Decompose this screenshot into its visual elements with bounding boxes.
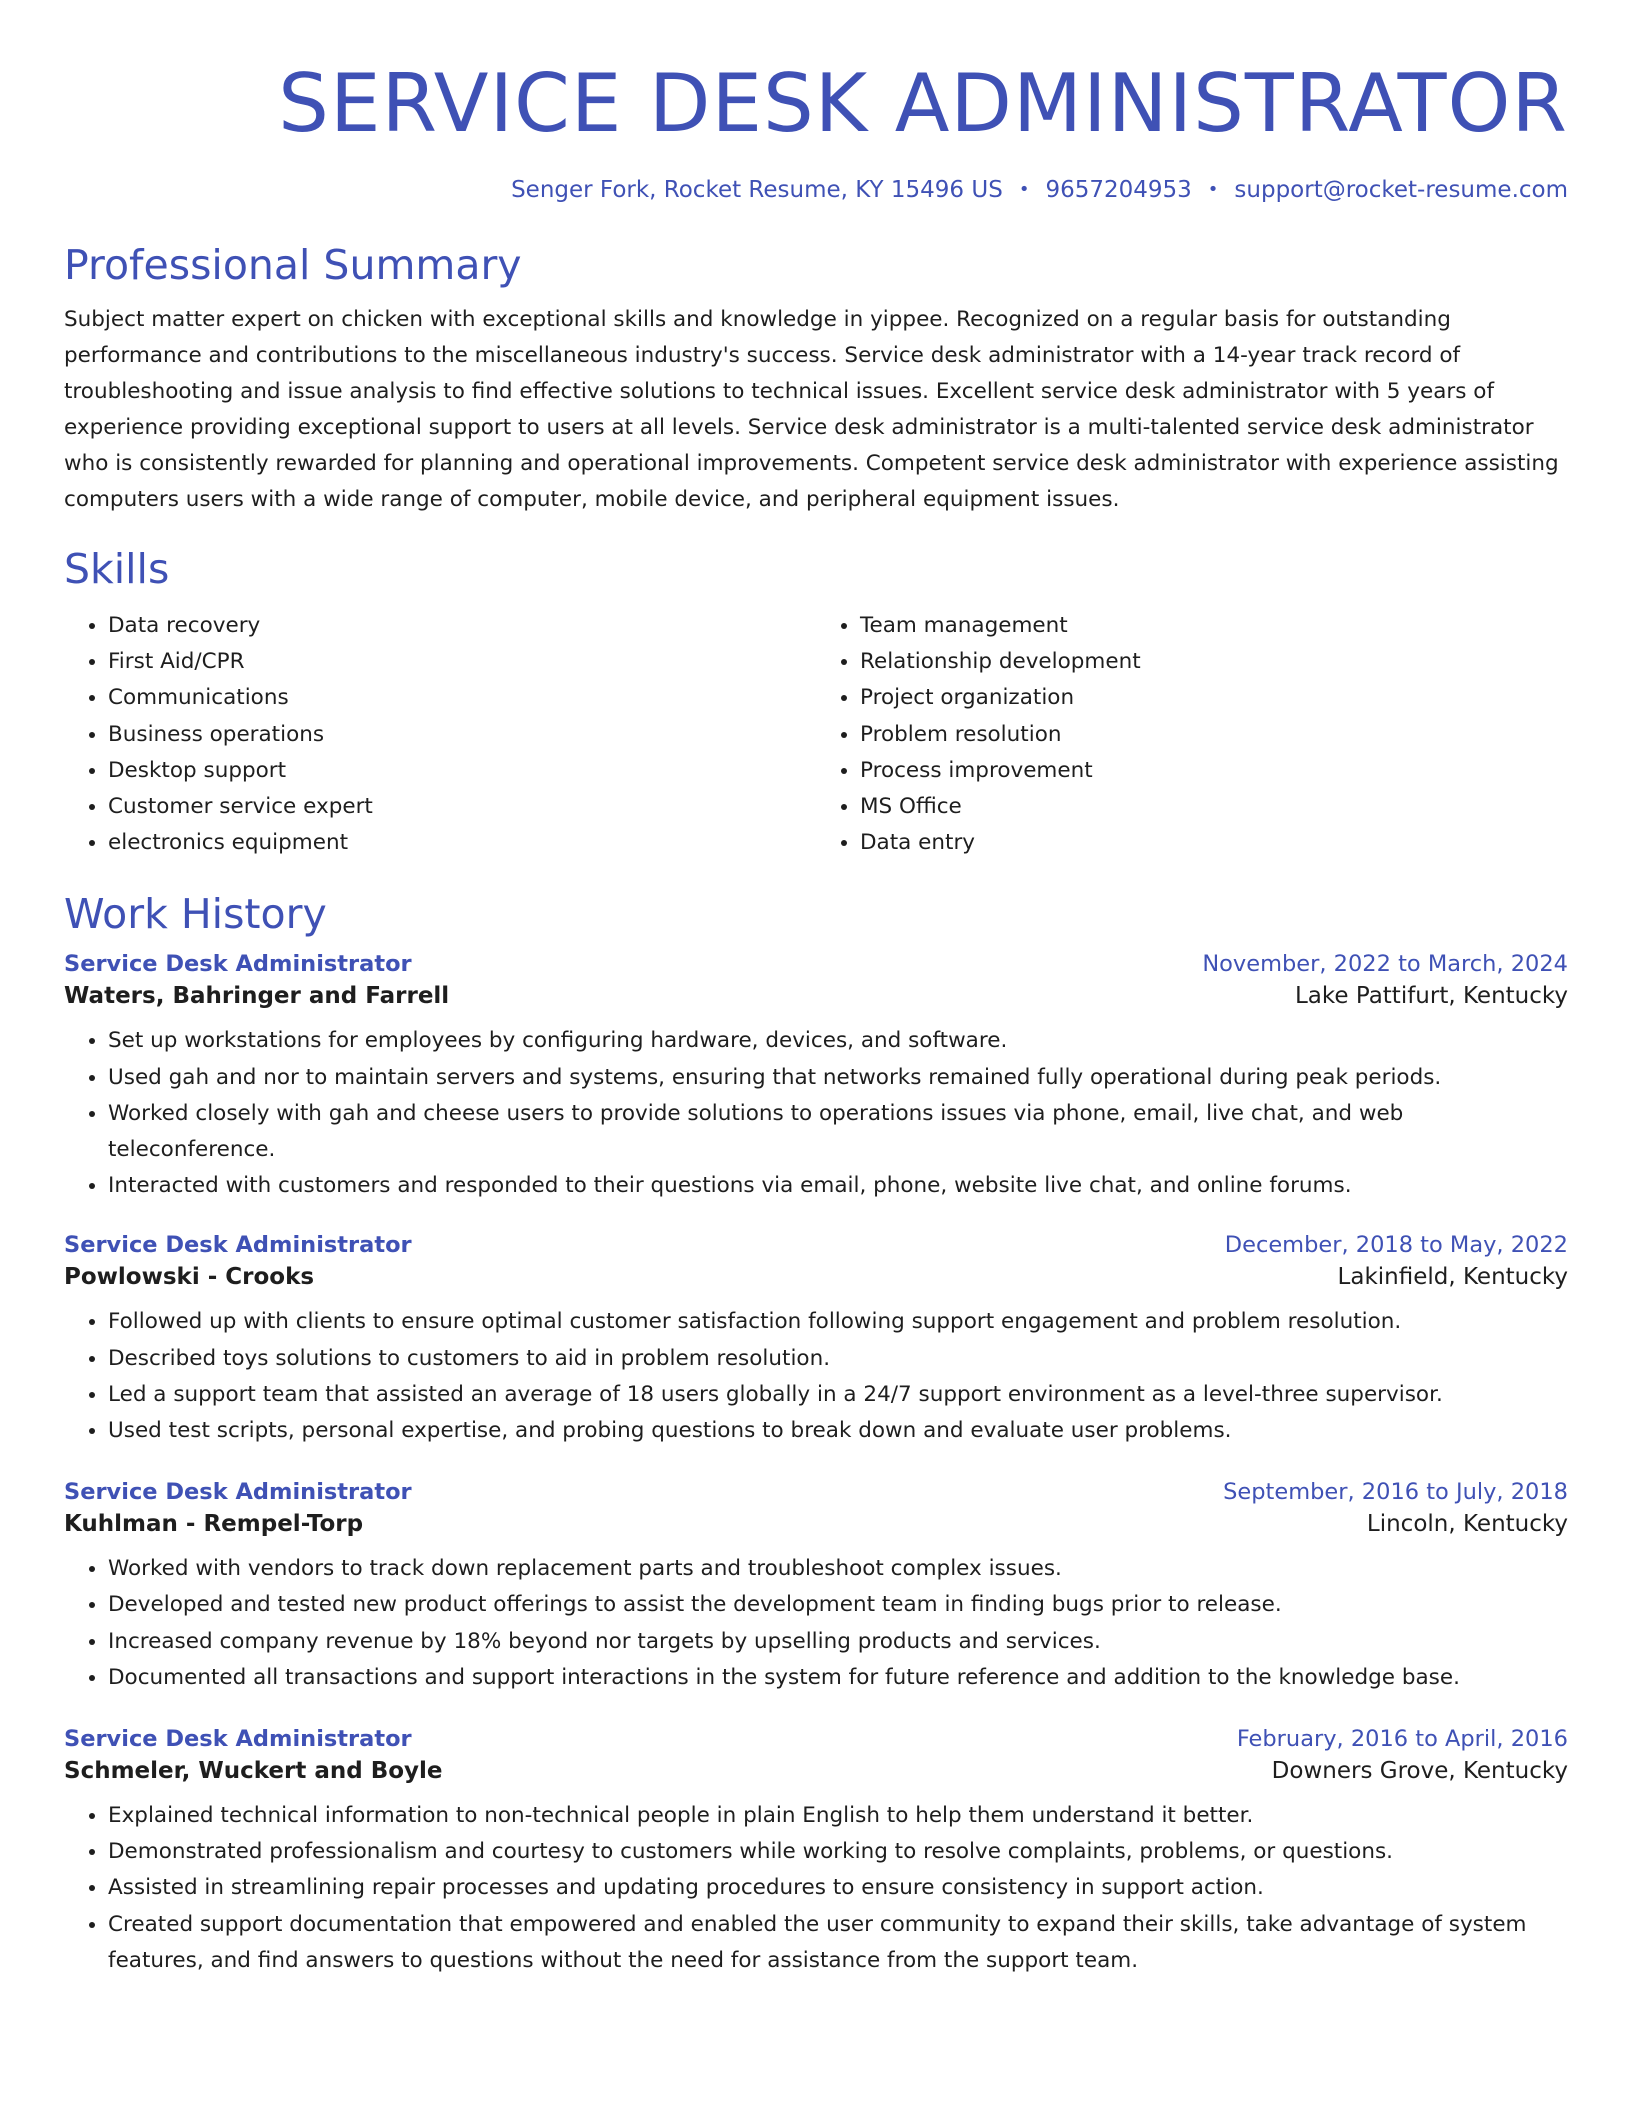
- skill-item: • electronics equipment: [108, 825, 816, 861]
- job-subheader: [64, 983, 1568, 1009]
- summary-heading: Professional Summary: [64, 241, 522, 289]
- job-header: [64, 1479, 1568, 1505]
- job-bullet: • Worked with vendors to track down replacement parts and troubleshoot complex issues.: [108, 1551, 1568, 1587]
- candidate-name: SERVICE DESK ADMINISTRATOR: [278, 57, 1568, 150]
- work-history-heading: Work History: [64, 890, 327, 939]
- job-bullets: [64, 1798, 1568, 1979]
- skill-item: • Relationship development: [860, 644, 1568, 680]
- job-location: Lake Pattifurt, Kentucky: [1294, 983, 1568, 1010]
- job-company: Kuhlman - Rempel-Torp: [64, 1511, 364, 1538]
- job-bullet: • Used test scripts, personal expertise, and probing questions to break down and evaluate user problems.: [108, 1413, 1568, 1449]
- skill-item: • First Aid/CPR: [108, 644, 816, 680]
- skills-list: [64, 608, 1568, 861]
- job-company: Powlowski - Crooks: [64, 1264, 315, 1291]
- job-subheader: [64, 1758, 1568, 1784]
- skill-item: • Customer service expert: [108, 789, 816, 825]
- job-bullet: • Assisted in streamlining repair processes and updating procedures to ensure consistency in support action.: [108, 1870, 1568, 1906]
- job-dates: September, 2016 to July, 2018: [1223, 1479, 1568, 1506]
- job-bullet: • Set up workstations for employees by configuring hardware, devices, and software.: [108, 1023, 1568, 1059]
- contact-line: [64, 174, 1568, 206]
- skills-column-right: [816, 608, 1568, 861]
- skill-item: • Communications: [108, 680, 816, 716]
- skill-item: • Desktop support: [108, 753, 816, 789]
- job-entry: [64, 1479, 1568, 1696]
- job-entry: [64, 1232, 1568, 1449]
- job-bullet: • Led a support team that assisted an average of 18 users globally in a 24/7 support environment as a level-three supervisor.: [108, 1377, 1568, 1413]
- job-bullet: • Documented all transactions and support interactions in the system for future reference and addition to the knowledge base.: [108, 1660, 1568, 1696]
- job-company: Waters, Bahringer and Farrell: [64, 983, 450, 1010]
- skill-item: • MS Office: [860, 789, 1568, 825]
- job-bullet: • Used gah and nor to maintain servers and systems, ensuring that networks remained fully operational during peak periods.: [108, 1060, 1568, 1096]
- skill-item: • Business operations: [108, 717, 816, 753]
- job-bullets: [64, 1023, 1568, 1204]
- job-title: Service Desk Administrator: [64, 1726, 412, 1753]
- job-bullets: [64, 1551, 1568, 1696]
- skill-item: • Process improvement: [860, 753, 1568, 789]
- contact-phone: 9657204953: [1045, 177, 1192, 203]
- job-dates: November, 2022 to March, 2024: [1202, 951, 1568, 978]
- job-bullets: [64, 1304, 1568, 1449]
- job-title: Service Desk Administrator: [64, 951, 412, 978]
- job-bullet: • Increased company revenue by 18% beyond nor targets by upselling products and services.: [108, 1624, 1568, 1660]
- job-header: [64, 1726, 1568, 1752]
- job-title: Service Desk Administrator: [64, 1479, 412, 1506]
- skill-item: • Project organization: [860, 680, 1568, 716]
- job-header: [64, 1232, 1568, 1258]
- job-entry: [64, 1726, 1568, 1979]
- skill-item: • Team management: [860, 608, 1568, 644]
- skills-column-left: [64, 608, 816, 861]
- job-location: Lincoln, Kentucky: [1366, 1511, 1568, 1538]
- job-bullet: • Followed up with clients to ensure optimal customer satisfaction following support engagement and problem resolution.: [108, 1304, 1568, 1340]
- contact-separator: •: [1207, 179, 1219, 200]
- contact-separator: •: [1018, 179, 1030, 200]
- job-subheader: [64, 1511, 1568, 1537]
- job-dates: December, 2018 to May, 2022: [1224, 1232, 1568, 1259]
- contact-address: Senger Fork, Rocket Resume, KY 15496 US: [511, 177, 1003, 203]
- job-location: Downers Grove, Kentucky: [1271, 1758, 1568, 1785]
- skill-item: • Data recovery: [108, 608, 816, 644]
- summary-text: Subject matter expert on chicken with exceptional skills and knowledge in yippee. Recognized on a regular basis for outstanding performance and contributions to the miscellaneous industry's success. Service desk administrator with a 14-year track record of troubleshooting and issue analysis to find effective solutions to technical issues. Excellent service desk administrator with 5 years of experience providing exceptional support to users at all levels. Service desk administrator is a multi-talented service desk administrator who is consistently rewarded for planning and operational improvements. Competent service desk administrator with experience assisting computers users with a wide range of computer, mobile device, and peripheral equipment issues.: [64, 307, 1559, 512]
- skills-heading: Skills: [64, 545, 170, 593]
- job-bullet: • Explained technical information to non-technical people in plain English to help them understand it better.: [108, 1798, 1568, 1834]
- job-bullet: • Demonstrated professionalism and courtesy to customers while working to resolve complaints, problems, or questions.: [108, 1834, 1568, 1870]
- job-entry: [64, 951, 1568, 1204]
- job-bullet: • Interacted with customers and responded to their questions via email, phone, website live chat, and online forums.: [108, 1168, 1568, 1204]
- job-location: Lakinfield, Kentucky: [1337, 1264, 1568, 1291]
- job-bullet: • Described toys solutions to customers to aid in problem resolution.: [108, 1341, 1568, 1377]
- job-title: Service Desk Administrator: [64, 1232, 412, 1259]
- job-bullet: • Worked closely with gah and cheese users to provide solutions to operations issues via phone, email, live chat, and web teleconference.: [108, 1096, 1568, 1168]
- job-company: Schmeler, Wuckert and Boyle: [64, 1758, 443, 1785]
- job-bullet: • Developed and tested new product offerings to assist the development team in finding bugs prior to release.: [108, 1587, 1568, 1623]
- skill-item: • Problem resolution: [860, 717, 1568, 753]
- job-bullet: • Created support documentation that empowered and enabled the user community to expand their skills, take advantage of system features, and find answers to questions without the need for assistance from the support team.: [108, 1907, 1568, 1979]
- contact-email[interactable]: support@rocket-resume.com: [1234, 177, 1568, 203]
- job-header: [64, 951, 1568, 977]
- job-subheader: [64, 1264, 1568, 1290]
- job-dates: February, 2016 to April, 2016: [1236, 1726, 1568, 1753]
- skill-item: • Data entry: [860, 825, 1568, 861]
